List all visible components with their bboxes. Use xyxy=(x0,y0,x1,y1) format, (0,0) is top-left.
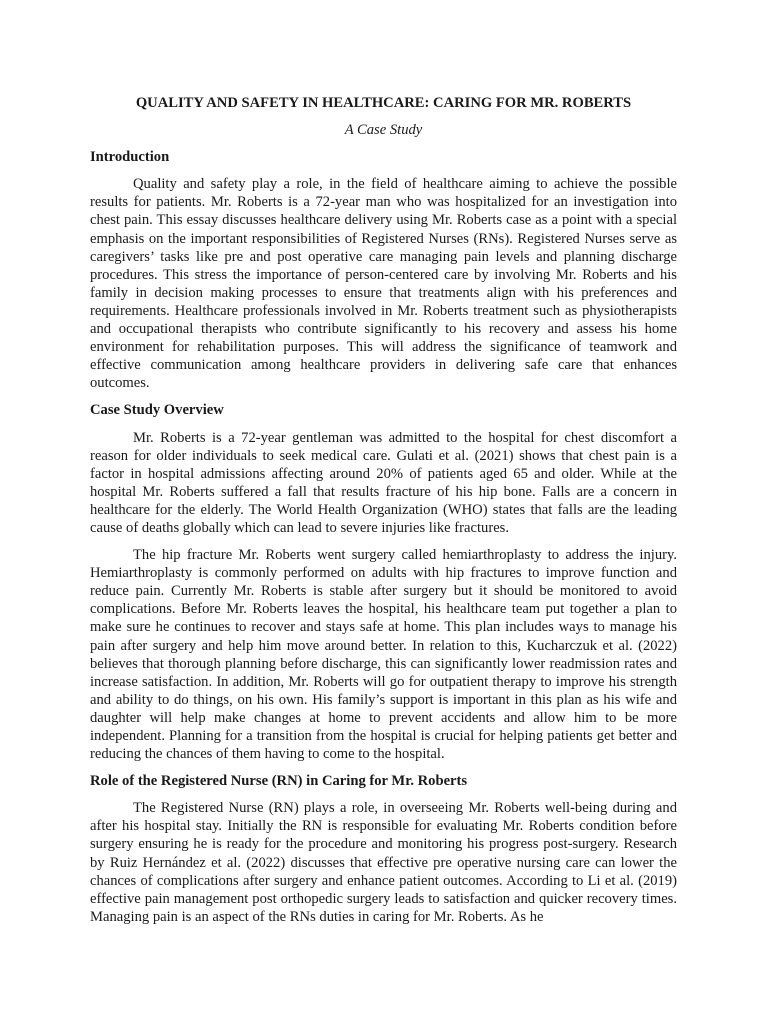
section-introduction xyxy=(90,148,677,392)
document-body xyxy=(90,94,677,926)
paragraph: The hip fracture Mr. Roberts went surgery called hemiarthroplasty to address the injury. Hemiarthroplasty is commonly performed on adults with hip fractures to improve function and reduce pain. Currently Mr. Roberts is stable after surgery but it should be monitored to avoid complications. Before Mr. Roberts leaves the hospital, his healthcare team put together a plan to make sure he continues to recover and stays safe at home. This plan includes ways to manage his pain after surgery and help him move around better. In relation to this, Kucharczuk et al. (2022) believes that thorough planning before discharge, this can significantly lower readmission rates and increase satisfaction. In addition, Mr. Roberts will go for outpatient therapy to improve his strength and ability to do things, on his own. His family’s support is important in this plan as his wife and daughter will help make changes at home to prevent accidents and allow him to be more independent. Planning for a transition from the hospital is crucial for helping patients get better and reducing the chances of them having to come to the hospital. xyxy=(90,547,677,763)
section-case-study-overview xyxy=(90,401,677,763)
paragraph: The Registered Nurse (RN) plays a role, in overseeing Mr. Roberts well-being during and after his hospital stay. Initially the RN is responsible for evaluating Mr. Roberts condition before surgery ensuring he is ready for the procedure and monitoring his progress post-surgery. Research by Ruiz Hernández et al. (2022) discusses that effective pre operative nursing care can lower the chances of complications after surgery and enhance patient outcomes. According to Li et al. (2019) effective pain management post orthopedic surgery leads to satisfaction and quicker recovery times. Managing pain is an aspect of the RNs duties in caring for Mr. Roberts. As he xyxy=(90,800,677,925)
document-title: QUALITY AND SAFETY IN HEALTHCARE: CARING FOR MR. ROBERTS xyxy=(135,95,632,111)
section-heading: Introduction xyxy=(90,149,170,166)
paragraph: Mr. Roberts is a 72-year gentleman was admitted to the hospital for chest discomfort a reason for older individuals to seek medical care. Gulati et al. (2021) shows that chest pain is a factor in hospital admissions affecting around 20% of patients aged 65 and older. While at the hospital Mr. Roberts suffered a fall that results fracture of his hip bone. Falls are a concern in healthcare for the elderly. The World Health Organization (WHO) states that falls are the leading cause of deaths globally which can lead to severe injuries like fractures. xyxy=(90,429,677,536)
paragraph: Quality and safety play a role, in the field of healthcare aiming to achieve the possible results for patients. Mr. Roberts is a 72-year man who was hospitalized for an investigation into chest pain. This essay discusses healthcare delivery using Mr. Roberts case as a point with a special emphasis on the important responsibilities of Registered Nurses (RNs). Registered Nurses serve as caregivers’ tasks like pre and post operative care managing pain levels and planning discharge procedures. This stress the importance of person-centered care by involving Mr. Roberts and his family in decision making processes to ensure that treatments align with his preferences and requirements. Healthcare professionals involved in Mr. Roberts treatment such as physiotherapists and occupational therapists who contribute significantly to his recovery and assess his home environment for rehabilitation purposes. This will address the significance of teamwork and effective communication among healthcare providers in delivering safe care that enhances outcomes. xyxy=(90,176,677,392)
section-heading: Case Study Overview xyxy=(90,402,224,419)
section-heading: Role of the Registered Nurse (RN) in Caring for Mr. Roberts xyxy=(90,773,468,790)
section-role-of-rn xyxy=(90,772,677,926)
document-subtitle: A Case Study xyxy=(344,122,423,139)
